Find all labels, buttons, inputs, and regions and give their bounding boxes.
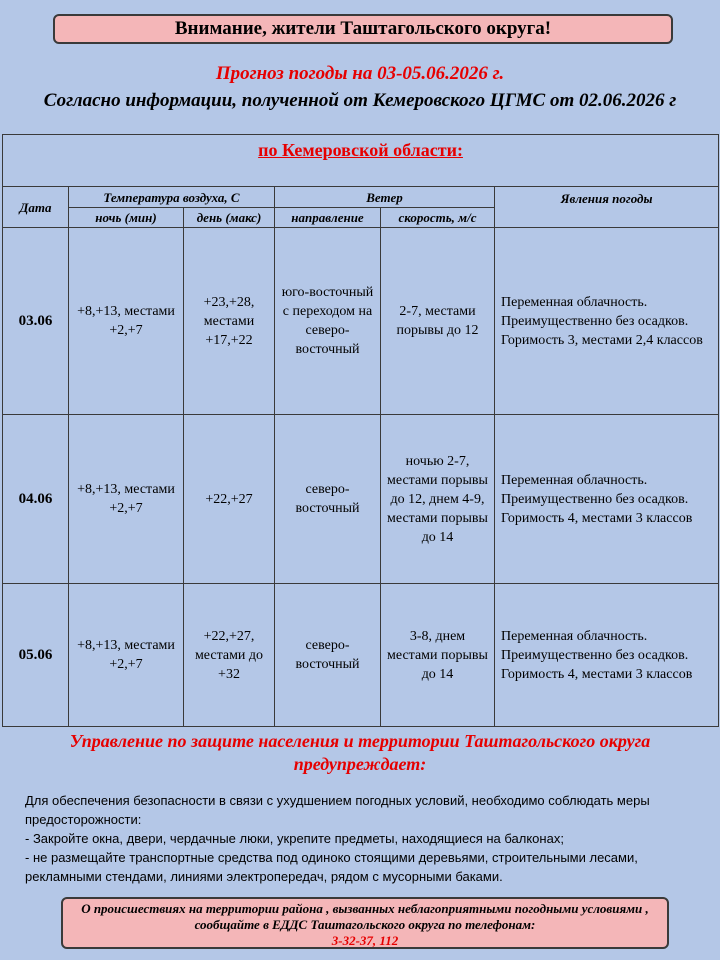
- row-wind-speed: 2-7, местами порывы до 12: [381, 228, 495, 415]
- advice-item: - не размещайте транспортные средства под одиноко стоящими деревьями, строительными лесами, рекламными стендами, линиями электропередач, рядом с мусорными баками.: [25, 850, 638, 884]
- announcement-banner: [53, 14, 673, 44]
- region-row: [3, 135, 719, 187]
- header-phenomena: Явления погоды: [495, 187, 719, 228]
- header-speed: скорость, м/с: [381, 208, 495, 228]
- source-line: Согласно информации, полученной от Кемеровского ЦГМС от 02.06.2026 г: [43, 90, 677, 111]
- row-night-temp: +8,+13, местами +2,+7: [69, 584, 184, 727]
- contact-box: [61, 897, 669, 949]
- table-row: [3, 584, 719, 727]
- weather-table: [2, 134, 719, 727]
- contact-text: О происшествиях на территории района , вызванных неблагоприятными погодными условиями , сообщайте в ЕДДС Таштагольского округа по телефонам:: [81, 901, 649, 932]
- header-row-1: [3, 187, 719, 208]
- region-label: по Кемеровской области:: [3, 135, 719, 187]
- banner-text: Внимание, жители Таштагольского округа!: [174, 18, 552, 39]
- row-wind-speed: ночью 2-7, местами порывы до 12, днем 4-9, местами порывы до 14: [381, 415, 495, 584]
- row-night-temp: +8,+13, местами +2,+7: [69, 415, 184, 584]
- header-night: ночь (мин): [69, 208, 184, 228]
- advice-intro: Для обеспечения безопасности в связи с ухудшением погодных условий, необходимо соблюдать меры предосторожности:: [25, 793, 650, 827]
- table-row: [3, 415, 719, 584]
- forecast-title: Прогноз погоды на 03-05.06.2026 г.: [215, 63, 505, 84]
- row-wind-direction: северо-восточный: [275, 584, 381, 727]
- row-date: 04.06: [3, 415, 69, 584]
- table-row: [3, 228, 719, 415]
- row-phenomena: Переменная облачность. Преимущественно без осадков. Горимость 4, местами 3 классов: [495, 415, 719, 584]
- row-day-temp: +23,+28, местами +17,+22: [184, 228, 275, 415]
- row-day-temp: +22,+27: [184, 415, 275, 584]
- header-temperature: Температура воздуха, С: [69, 187, 275, 208]
- row-phenomena: Переменная облачность. Преимущественно без осадков. Горимость 4, местами 3 классов: [495, 584, 719, 727]
- advice-item: - Закройте окна, двери, чердачные люки, укрепите предметы, находящиеся на балконах;: [25, 831, 564, 846]
- row-wind-direction: северо-восточный: [275, 415, 381, 584]
- row-wind-direction: юго-восточный с переходом на северо-восточный: [275, 228, 381, 415]
- contact-phones: 3-32-37, 112: [331, 933, 399, 948]
- row-date: 05.06: [3, 584, 69, 727]
- header-date: Дата: [3, 187, 69, 228]
- header-day: день (макс): [184, 208, 275, 228]
- row-day-temp: +22,+27, местами до +32: [184, 584, 275, 727]
- header-direction: направление: [275, 208, 381, 228]
- safety-advice: [25, 791, 715, 886]
- row-phenomena: Переменная облачность. Преимущественно без осадков. Горимость 3, местами 2,4 классов: [495, 228, 719, 415]
- row-wind-speed: 3-8, днем местами порывы до 14: [381, 584, 495, 727]
- warning-title: Управление по защите населения и территории Таштагольского округа предупреждает:: [69, 731, 651, 774]
- row-date: 03.06: [3, 228, 69, 415]
- row-night-temp: +8,+13, местами +2,+7: [69, 228, 184, 415]
- header-wind: Ветер: [275, 187, 495, 208]
